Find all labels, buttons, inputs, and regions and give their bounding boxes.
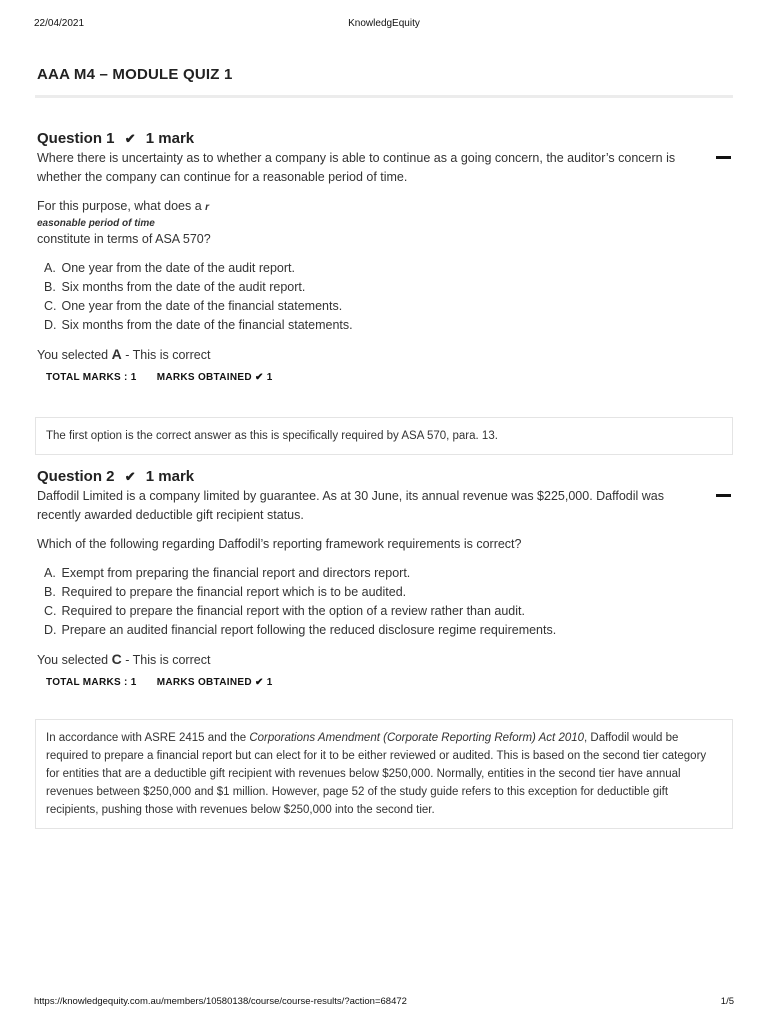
feedback-text: The first option is the correct answer as this is specifically required by ASA 570, para. 13.: [46, 430, 498, 442]
quiz-title: AAA M4 – MODULE QUIZ 1: [37, 66, 233, 83]
selected-answer: You selected A - This is correct: [37, 346, 211, 362]
selected-answer: You selected C - This is correct: [37, 651, 211, 667]
feedback-box: In accordance with ASRE 2415 and the Corporations Amendment (Corporate Reporting Reform) Act 2010, Daffodil would be required to prepare a financial report but can elect for it to be either reviewed or audited. This is based on the second tier category for entities that are a deductible gift recipient with revenues below $250,000. Normally, entities in the second tier have annual revenues between $250,000 and $1 million. However, page 52 of the study guide refers to this exception for deductible gift recipients, pushing those with revenues below $250,000 into the second tier.: [35, 719, 733, 829]
checkmark-icon: ✔: [124, 131, 136, 146]
question-header: [37, 467, 733, 487]
marks-obtained-value: 1: [266, 677, 273, 688]
question-header: [37, 129, 733, 149]
checkmark-icon: ✔: [254, 677, 264, 688]
print-site-title: KnowledgEquity: [348, 18, 420, 29]
marks-summary: [46, 677, 733, 688]
answer-option: B. Required to prepare the financial report which is to be audited.: [44, 585, 407, 599]
marks-summary: [46, 372, 733, 383]
checkmark-icon: ✔: [254, 372, 264, 383]
total-marks: TOTAL MARKS : 1: [46, 372, 137, 383]
checkmark-icon: ✔: [124, 469, 136, 484]
print-header: [34, 18, 734, 32]
question-marks: 1 mark: [145, 130, 195, 147]
question-text: Daffodil Limited is a company limited by guarantee. As at 30 June, its annual revenue was $225,000. Daffodil was recently awarded deductible gift recipient status.: [37, 489, 664, 522]
answer-option: C. Required to prepare the financial report with the option of a review rather than audit.: [44, 604, 525, 618]
question-label: Question 1: [37, 130, 115, 147]
selected-letter: A: [111, 346, 122, 362]
print-footer: [34, 996, 734, 1008]
page-url: https://knowledgequity.com.au/members/10580138/course/course-results/?action=68472: [34, 996, 407, 1007]
answer-option: A. Exempt from preparing the financial report and directors report.: [44, 566, 411, 580]
collapse-icon[interactable]: [716, 156, 731, 159]
question-label: Question 2: [37, 468, 115, 485]
act-title: Corporations Amendment (Corporate Reporting Reform) Act 2010: [249, 732, 585, 744]
title-divider: [35, 95, 733, 98]
answer-options: [37, 259, 733, 335]
question-2: [37, 467, 733, 688]
question-prompt: For this purpose, what does a r easonable period of time constitute in terms of ASA 570?: [37, 199, 211, 246]
marks-obtained-label: MARKS OBTAINED: [156, 677, 252, 688]
collapse-icon[interactable]: [716, 494, 731, 497]
answer-options: [37, 564, 733, 640]
question-prompt: Which of the following regarding Daffodil’s reporting framework requirements is correct?: [37, 537, 522, 551]
answer-option: D. Prepare an audited financial report following the reduced disclosure regime requirements.: [44, 623, 557, 637]
marks-obtained-value: 1: [266, 372, 273, 383]
marks-obtained-label: MARKS OBTAINED: [156, 372, 252, 383]
page-number: 1/5: [720, 996, 734, 1007]
total-marks: TOTAL MARKS : 1: [46, 677, 137, 688]
feedback-box: [35, 417, 733, 455]
answer-option: A. One year from the date of the audit report.: [44, 261, 295, 275]
answer-option: B. Six months from the date of the audit report.: [44, 280, 306, 294]
question-1: [37, 129, 733, 383]
question-marks: 1 mark: [145, 468, 195, 485]
selected-letter: C: [111, 651, 122, 667]
print-date: 22/04/2021: [34, 18, 85, 29]
question-text: Where there is uncertainty as to whether a company is able to continue as a going concern, the auditor’s concern is whether the company can continue for a reasonable period of time.: [37, 151, 676, 184]
answer-option: C. One year from the date of the financial statements.: [44, 299, 343, 313]
answer-option: D. Six months from the date of the financial statements.: [44, 318, 353, 332]
